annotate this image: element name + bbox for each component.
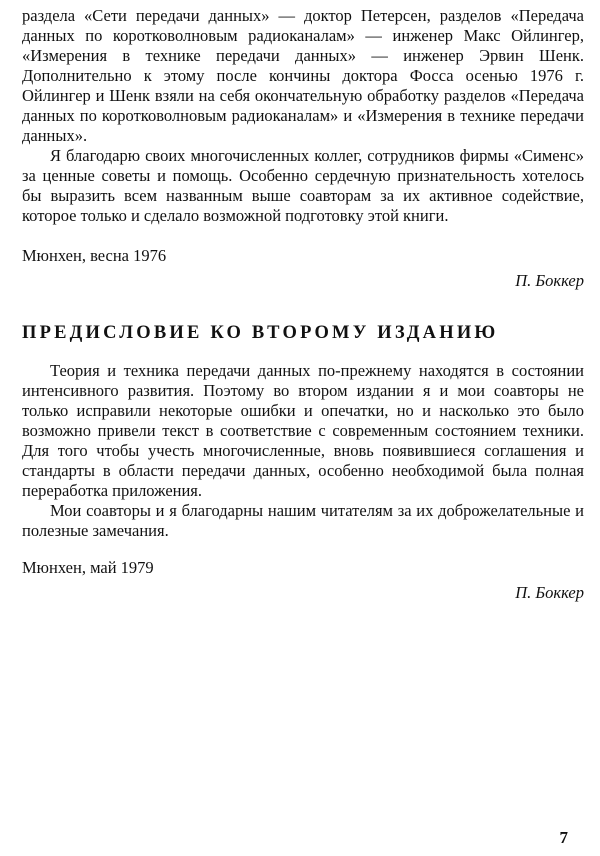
section-heading: ПРЕДИСЛОВИЕ КО ВТОРОМУ ИЗДАНИЮ (22, 323, 499, 343)
body-paragraph: Мои соавторы и я благодарны нашим читателям за их доброжелательные и полезные замечания. (22, 501, 584, 540)
page-number: 7 (559, 828, 568, 847)
body-paragraph: Теория и техника передачи данных по-прежнему находятся в состоянии интенсивного развития. Поэтому во втором издании я и мои соавторы не только исправили некоторые ошибки и опечатки, но и насколько это было возможно привели текст в соответствие с современным состоянием техники. Для того чтобы учесть многочисленные, вновь появившиеся соглашения и стандарты в области передачи данных, особенно необходимой была полная переработка приложения. (22, 361, 584, 500)
body-paragraph: Я благодарю своих многочисленных коллег, сотрудников фирмы «Сименс» за ценные советы и помощь. Особенно сердечную признательность хотелось бы выразить всем названным выше соавторам за их активное содействие, которое только и сделало возможной подготовку этой книги. (22, 146, 584, 225)
author-signature: П. Боккер (515, 271, 584, 290)
author-signature: П. Боккер (515, 583, 584, 602)
book-page (22, 6, 584, 850)
body-paragraph: раздела «Сети передачи данных» — доктор Петерсен, разделов «Передача данных по коротковолновым радиоканалам» — инженер Макс Ойлингер, «Измерения в технике передачи данных» — инженер Эрвин Шенк. Дополнительно к этому после кончины доктора Фосса осенью 1976 г. Ойлингер и Шенк взяли на себя окончательную обработку разделов «Передача данных по коротковолновым радиоканалам» и «Измерения в технике передачи данных». (22, 6, 584, 145)
place-date: Мюнхен, май 1979 (22, 558, 154, 577)
place-date: Мюнхен, весна 1976 (22, 246, 167, 265)
